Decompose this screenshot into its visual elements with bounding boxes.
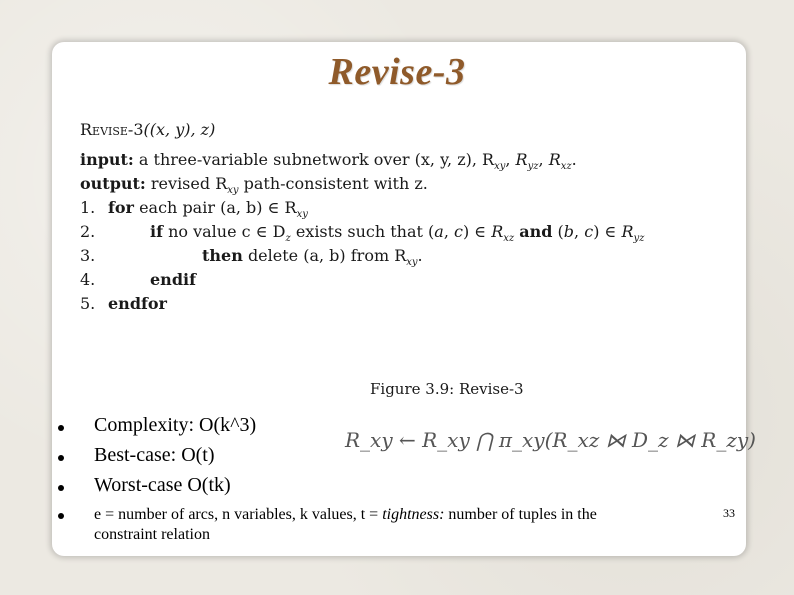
figure-caption: Figure 3.9: Revise-3 xyxy=(370,380,524,398)
algorithm-args: ((x, y), z) xyxy=(143,120,216,139)
bullet-dot-icon xyxy=(58,513,64,519)
algorithm-name: Revise-3 xyxy=(80,120,144,139)
slide-title: Revise-3 xyxy=(328,51,466,93)
page-number: 33 xyxy=(723,506,735,520)
algorithm-line-4: 4. endif xyxy=(80,270,196,289)
input-text: a three-variable subnetwork over (x, y, z), R xyxy=(138,150,495,169)
input-label: input: xyxy=(80,150,134,169)
output-text-1: revised R xyxy=(150,174,228,193)
bullet-dot-icon xyxy=(58,425,64,431)
revise-formula: R_xy ← R_xy ⋂ π_xy(R_xz ⋈ D_z ⋈ R_zy) xyxy=(345,428,756,452)
output-label: output: xyxy=(80,174,146,193)
bullet-dot-icon xyxy=(58,455,64,461)
algorithm-input: input: a three-variable subnetwork over (x, y, z), $R_{xy}$, $R_{yz}$, $R_{xz}$. xyxy=(80,150,577,172)
algorithm-line-2: 2. if no value c ∈ $D_z$ exists such that (a, c) ∈ $R_{xz}$ and (b, c) ∈ $R_{yz}$ xyxy=(80,222,645,244)
algorithm-line-3: 3. then delete (a, b) from $R_{xy}$. xyxy=(80,246,423,268)
output-text-2: path-consistent with z. xyxy=(243,174,428,193)
algorithm-signature xyxy=(80,118,215,142)
algorithm-line-5: 5. endfor xyxy=(80,294,167,313)
bullet-dot-icon xyxy=(58,485,64,491)
algorithm-line-1: 1. for each pair (a, b) ∈ $R_{xy}$ xyxy=(80,198,308,220)
algorithm-output: output: revised $R_{xy}$ path-consistent with z. xyxy=(80,174,428,196)
